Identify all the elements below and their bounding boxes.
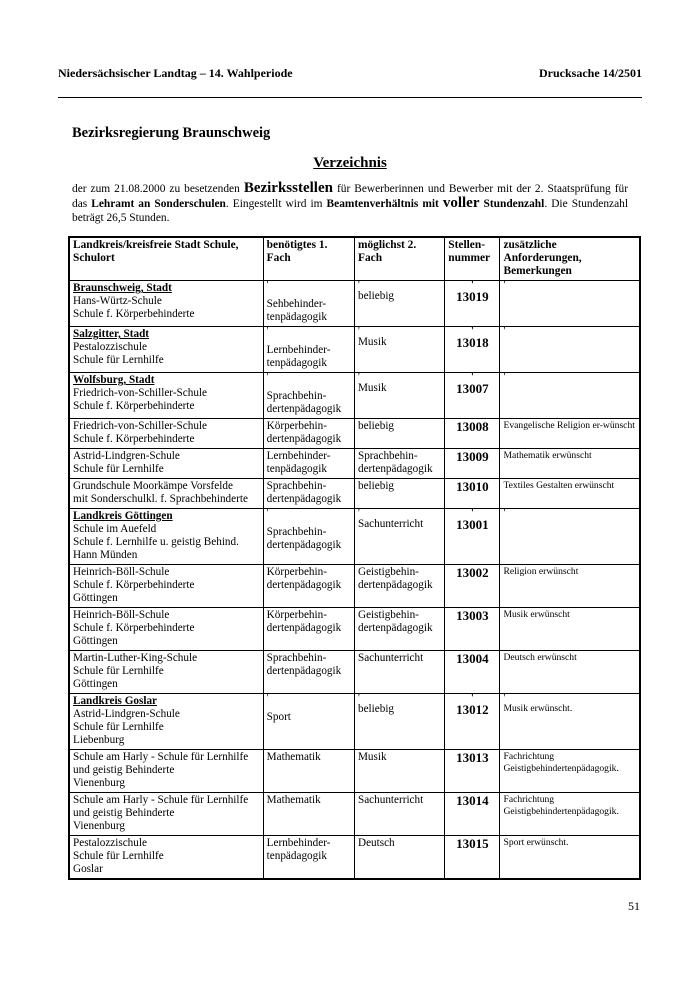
- cell-subject-2-text: Geistigbehin-dertenpädagogik: [357, 609, 433, 634]
- page-header: [58, 66, 642, 86]
- tick-mark: ': [266, 508, 269, 519]
- school-line: Schule für Lernhilfe: [73, 354, 164, 366]
- cell-remarks-text: Fachrichtung Geistigbehindertenpädagogik.: [503, 751, 619, 774]
- school-line: Schule für Lernhilfe: [73, 463, 164, 475]
- cell-subject-2-text: beliebig: [357, 420, 395, 432]
- header-school: Landkreis/kreisfreie Stadt Schule, Schulort: [69, 237, 263, 281]
- cell-remarks-text: Mathematik erwünscht: [503, 450, 592, 461]
- school-line: Schule für Lernhilfe: [73, 721, 164, 733]
- school-line: und geistig Behinderte: [73, 764, 175, 776]
- cell-subject-1: [263, 281, 354, 327]
- header-remarks: zusätzliche Anforderungen, Bemerkungen: [500, 237, 640, 281]
- intro-emphasis: voller: [442, 195, 480, 211]
- cell-position-number-text: 13013: [456, 750, 489, 765]
- cell-subject-1: [263, 694, 354, 750]
- tick-mark: ': [357, 508, 360, 519]
- cell-subject-1-text: Lernbehinder-tenpädagogik: [266, 837, 331, 862]
- cell-subject-1-text: Mathematik: [266, 794, 321, 806]
- cell-subject-1-text: Lernbehinder-tenpädagogik: [266, 344, 331, 369]
- spacer: [267, 382, 351, 390]
- table-row: [69, 373, 640, 419]
- table-row: [69, 449, 640, 479]
- school-line: Friedrich-von-Schiller-Schule: [73, 420, 207, 432]
- school-line: Schule am Harly - Schule für Lernhilfe: [73, 794, 249, 806]
- cell-position-number: [445, 419, 500, 449]
- cell-subject-2: [354, 793, 444, 836]
- spacer: [267, 336, 351, 344]
- cell-position-number: [445, 836, 500, 880]
- cell-subject-1: [263, 509, 354, 565]
- cell-school: [69, 479, 263, 509]
- cell-position-number: [445, 373, 500, 419]
- cell-position-number-text: 13010: [456, 479, 489, 494]
- cell-remarks: [500, 565, 640, 608]
- cell-subject-2-text: Sachunterricht: [357, 794, 424, 806]
- school-line: Schule am Harly - Schule für Lernhilfe: [73, 751, 249, 763]
- district-name: Landkreis Göttingen: [73, 510, 173, 522]
- cell-subject-1-text: Lernbehinder-tenpädagogik: [266, 450, 331, 475]
- cell-subject-2-text: Sprachbehin-dertenpädagogik: [357, 450, 433, 475]
- cell-subject-1-text: Sprachbehin-dertenpädagogik: [266, 480, 342, 505]
- cell-subject-2-text: Musik: [357, 751, 387, 763]
- cell-remarks: [500, 281, 640, 327]
- cell-school: [69, 509, 263, 565]
- intro-text: der zum 21.08.2000 zu besetzenden: [72, 183, 244, 195]
- cell-position-number-text: 13003: [456, 608, 489, 623]
- cell-remarks-text: Textiles Gestalten erwünscht: [503, 480, 615, 491]
- school-line: Schule f. Körperbehinderte: [73, 400, 195, 412]
- school-line: Schule f. Lernhilfe u. geistig Behind.: [73, 536, 239, 548]
- cell-subject-2-text: Deutsch: [357, 837, 395, 849]
- intro-text: für Bewerberinnen und Bewerber mit der 2. Staatsprüfung für das: [72, 183, 628, 210]
- cell-remarks: [500, 694, 640, 750]
- cell-position-number: [445, 449, 500, 479]
- cell-remarks: [500, 509, 640, 565]
- header-subject-1: benötigtes 1. Fach: [263, 237, 354, 281]
- school-line: Grundschule Moorkämpe Vorsfelde: [73, 480, 233, 492]
- table-row: [69, 281, 640, 327]
- cell-remarks: [500, 651, 640, 694]
- school-line: Göttingen: [73, 635, 118, 647]
- intro-bold: Beamtenverhältnis mit: [326, 198, 443, 210]
- school-line: Friedrich-von-Schiller-Schule: [73, 387, 207, 399]
- cell-subject-1-text: Sehbehinder-tenpädagogik: [266, 298, 327, 323]
- tick-mark: ': [471, 280, 474, 291]
- cell-subject-2: [354, 419, 444, 449]
- cell-subject-1: [263, 651, 354, 694]
- cell-position-number-text: 13018: [456, 335, 489, 350]
- school-line: Martin-Luther-King-Schule: [73, 652, 198, 664]
- tick-mark: ': [503, 326, 506, 337]
- cell-remarks: [500, 327, 640, 373]
- school-line: mit Sonderschulkl. f. Sprachbehinderte: [73, 493, 248, 505]
- cell-position-number: [445, 694, 500, 750]
- cell-remarks: [500, 750, 640, 793]
- intro-text: . Die Stundenzahl beträgt 26,5 Stunden.: [72, 198, 628, 224]
- table-row: [69, 694, 640, 750]
- cell-subject-1: [263, 479, 354, 509]
- school-line: Göttingen: [73, 592, 118, 604]
- school-line: Schule f. Körperbehinderte: [73, 433, 195, 445]
- cell-position-number-text: 13019: [456, 289, 489, 304]
- school-line: Göttingen: [73, 678, 118, 690]
- cell-subject-1-text: Sprachbehin-dertenpädagogik: [266, 390, 342, 415]
- cell-remarks-text: Musik erwünscht.: [503, 703, 573, 714]
- district-name: Landkreis Goslar: [73, 695, 158, 707]
- school-line: und geistig Behinderte: [73, 807, 175, 819]
- cell-position-number: [445, 750, 500, 793]
- tick-mark: ': [266, 326, 269, 337]
- cell-remarks-text: Sport erwünscht.: [503, 837, 569, 848]
- school-line: Schule im Auefeld: [73, 523, 157, 535]
- cell-subject-1-text: Sprachbehin-dertenpädagogik: [266, 526, 342, 551]
- cell-school: [69, 836, 263, 880]
- tick-mark: ': [471, 508, 474, 519]
- school-line: Schule f. Körperbehinderte: [73, 622, 195, 634]
- cell-subject-1: [263, 327, 354, 373]
- page-number: 51: [628, 899, 640, 913]
- cell-subject-2-text: Sachunterricht: [357, 652, 424, 664]
- tick-mark: ': [266, 693, 269, 704]
- cell-remarks: [500, 479, 640, 509]
- tick-mark: ': [503, 372, 506, 383]
- cell-school: [69, 327, 263, 373]
- cell-subject-2: [354, 327, 444, 373]
- cell-position-number-text: 13009: [456, 449, 489, 464]
- header-parliament: Niedersächsischer Landtag – 14. Wahlperiode: [58, 66, 293, 80]
- positions-table: [68, 236, 641, 880]
- cell-school: [69, 793, 263, 836]
- page-title: Verzeichnis: [313, 155, 387, 171]
- tick-mark: ': [357, 280, 360, 291]
- school-line: Hans-Würtz-Schule: [73, 295, 162, 307]
- tick-mark: ': [471, 693, 474, 704]
- table-row: [69, 608, 640, 651]
- cell-subject-2-text: beliebig: [357, 290, 395, 302]
- authority-heading: Bezirksregierung Braunschweig: [72, 125, 271, 141]
- table-row: [69, 327, 640, 373]
- school-line: Schule f. Körperbehinderte: [73, 308, 195, 320]
- cell-subject-1: [263, 449, 354, 479]
- cell-position-number: [445, 479, 500, 509]
- cell-remarks: [500, 449, 640, 479]
- spacer: [267, 703, 351, 711]
- school-line: Astrid-Lindgren-Schule: [73, 450, 180, 462]
- school-line: Hann Münden: [73, 549, 138, 561]
- cell-position-number-text: 13001: [456, 517, 489, 532]
- cell-subject-1: [263, 836, 354, 880]
- cell-remarks-text: Musik erwünscht: [503, 609, 570, 620]
- district-name: Braunschweig, Stadt: [73, 282, 172, 294]
- cell-subject-1-text: Körperbehin-dertenpädagogik: [266, 566, 342, 591]
- intro-emphasis: Bezirksstellen: [243, 180, 333, 196]
- cell-position-number-text: 13012: [456, 702, 489, 717]
- spacer: [267, 518, 351, 526]
- cell-school: [69, 651, 263, 694]
- cell-subject-2: [354, 449, 444, 479]
- table-row: [69, 750, 640, 793]
- school-line: Vienenburg: [73, 777, 125, 789]
- cell-position-number: [445, 608, 500, 651]
- school-line: Liebenburg: [73, 734, 125, 746]
- cell-position-number-text: 13008: [456, 419, 489, 434]
- cell-position-number-text: 13007: [456, 381, 489, 396]
- cell-subject-2: [354, 608, 444, 651]
- table-header-row: [69, 237, 640, 281]
- cell-remarks-text: Fachrichtung Geistigbehindertenpädagogik.: [503, 794, 619, 817]
- tick-mark: ': [266, 372, 269, 383]
- cell-subject-2: [354, 750, 444, 793]
- cell-subject-1: [263, 373, 354, 419]
- cell-school: [69, 419, 263, 449]
- school-line: Goslar: [73, 863, 103, 875]
- header-document-number: Drucksache 14/2501: [539, 66, 642, 80]
- table-row: [69, 419, 640, 449]
- district-name: Wolfsburg, Stadt: [73, 374, 155, 386]
- school-line: Schule für Lernhilfe: [73, 665, 164, 677]
- cell-subject-2-text: Sachunterricht: [357, 518, 424, 530]
- tick-mark: ': [471, 372, 474, 383]
- tick-mark: ': [503, 693, 506, 704]
- cell-subject-2: [354, 651, 444, 694]
- cell-position-number: [445, 565, 500, 608]
- cell-school: [69, 373, 263, 419]
- tick-mark: ': [503, 508, 506, 519]
- district-name: Salzgitter, Stadt: [73, 328, 150, 340]
- school-line: Astrid-Lindgren-Schule: [73, 708, 180, 720]
- cell-school: [69, 565, 263, 608]
- header-rule: [58, 97, 642, 98]
- cell-position-number-text: 13004: [456, 651, 489, 666]
- cell-school: [69, 281, 263, 327]
- cell-subject-2-text: beliebig: [357, 703, 395, 715]
- cell-position-number: [445, 793, 500, 836]
- intro-text: . Eingestellt wird im: [225, 198, 327, 210]
- cell-subject-1: [263, 565, 354, 608]
- cell-remarks: [500, 608, 640, 651]
- cell-subject-1-text: Körperbehin-dertenpädagogik: [266, 609, 342, 634]
- intro-paragraph: [72, 181, 628, 225]
- cell-position-number: [445, 327, 500, 373]
- cell-school: [69, 449, 263, 479]
- table-body: [69, 281, 640, 880]
- cell-position-number: [445, 509, 500, 565]
- table-row: [69, 793, 640, 836]
- cell-position-number: [445, 651, 500, 694]
- intro-bold: Stundenzahl: [479, 198, 545, 210]
- tick-mark: ': [357, 326, 360, 337]
- tick-mark: ': [357, 693, 360, 704]
- cell-position-number: [445, 281, 500, 327]
- tick-mark: ': [503, 280, 506, 291]
- school-line: Schule f. Körperbehinderte: [73, 579, 195, 591]
- cell-subject-1-text: Körperbehin-dertenpädagogik: [266, 420, 342, 445]
- tick-mark: ': [357, 372, 360, 383]
- cell-subject-2: [354, 565, 444, 608]
- cell-remarks: [500, 793, 640, 836]
- tick-mark: ': [266, 280, 269, 291]
- school-line: Schule für Lernhilfe: [73, 850, 164, 862]
- cell-subject-2: [354, 836, 444, 880]
- cell-subject-2-text: beliebig: [357, 480, 395, 492]
- cell-subject-2-text: Geistigbehin-dertenpädagogik: [357, 566, 433, 591]
- cell-position-number-text: 13002: [456, 565, 489, 580]
- header-position-number: Stellen-nummer: [445, 237, 500, 281]
- cell-subject-1-text: Mathematik: [266, 751, 321, 763]
- table-row: [69, 509, 640, 565]
- cell-remarks-text: Religion erwünscht: [503, 566, 579, 577]
- table-row: [69, 565, 640, 608]
- cell-remarks-text: Deutsch erwünscht: [503, 652, 577, 663]
- cell-subject-1-text: Sport: [266, 711, 291, 723]
- cell-subject-1-text: Sprachbehin-dertenpädagogik: [266, 652, 342, 677]
- header-subject-2: möglichst 2. Fach: [354, 237, 444, 281]
- cell-subject-2: [354, 694, 444, 750]
- cell-position-number-text: 13015: [456, 836, 489, 851]
- tick-mark: ': [471, 326, 474, 337]
- intro-bold: Lehramt an Sonderschulen: [91, 198, 226, 210]
- cell-subject-2-text: Musik: [357, 382, 387, 394]
- cell-remarks: [500, 419, 640, 449]
- school-line: Heinrich-Böll-Schule: [73, 566, 170, 578]
- cell-subject-1: [263, 750, 354, 793]
- table-row: [69, 836, 640, 880]
- cell-remarks-text: Evangelische Religion er-wünscht: [503, 420, 635, 431]
- cell-subject-2: [354, 479, 444, 509]
- cell-subject-2: [354, 373, 444, 419]
- cell-school: [69, 608, 263, 651]
- table-row: [69, 479, 640, 509]
- cell-subject-1: [263, 419, 354, 449]
- table-row: [69, 651, 640, 694]
- school-line: Pestalozzischule: [73, 341, 147, 353]
- school-line: Pestalozzischule: [73, 837, 147, 849]
- cell-remarks: [500, 373, 640, 419]
- cell-subject-2: [354, 281, 444, 327]
- cell-school: [69, 750, 263, 793]
- school-line: Vienenburg: [73, 820, 125, 832]
- cell-subject-1: [263, 608, 354, 651]
- cell-position-number-text: 13014: [456, 793, 489, 808]
- cell-school: [69, 694, 263, 750]
- cell-subject-1: [263, 793, 354, 836]
- cell-remarks: [500, 836, 640, 880]
- spacer: [267, 290, 351, 298]
- cell-subject-2: [354, 509, 444, 565]
- cell-subject-2-text: Musik: [357, 336, 387, 348]
- school-line: Heinrich-Böll-Schule: [73, 609, 170, 621]
